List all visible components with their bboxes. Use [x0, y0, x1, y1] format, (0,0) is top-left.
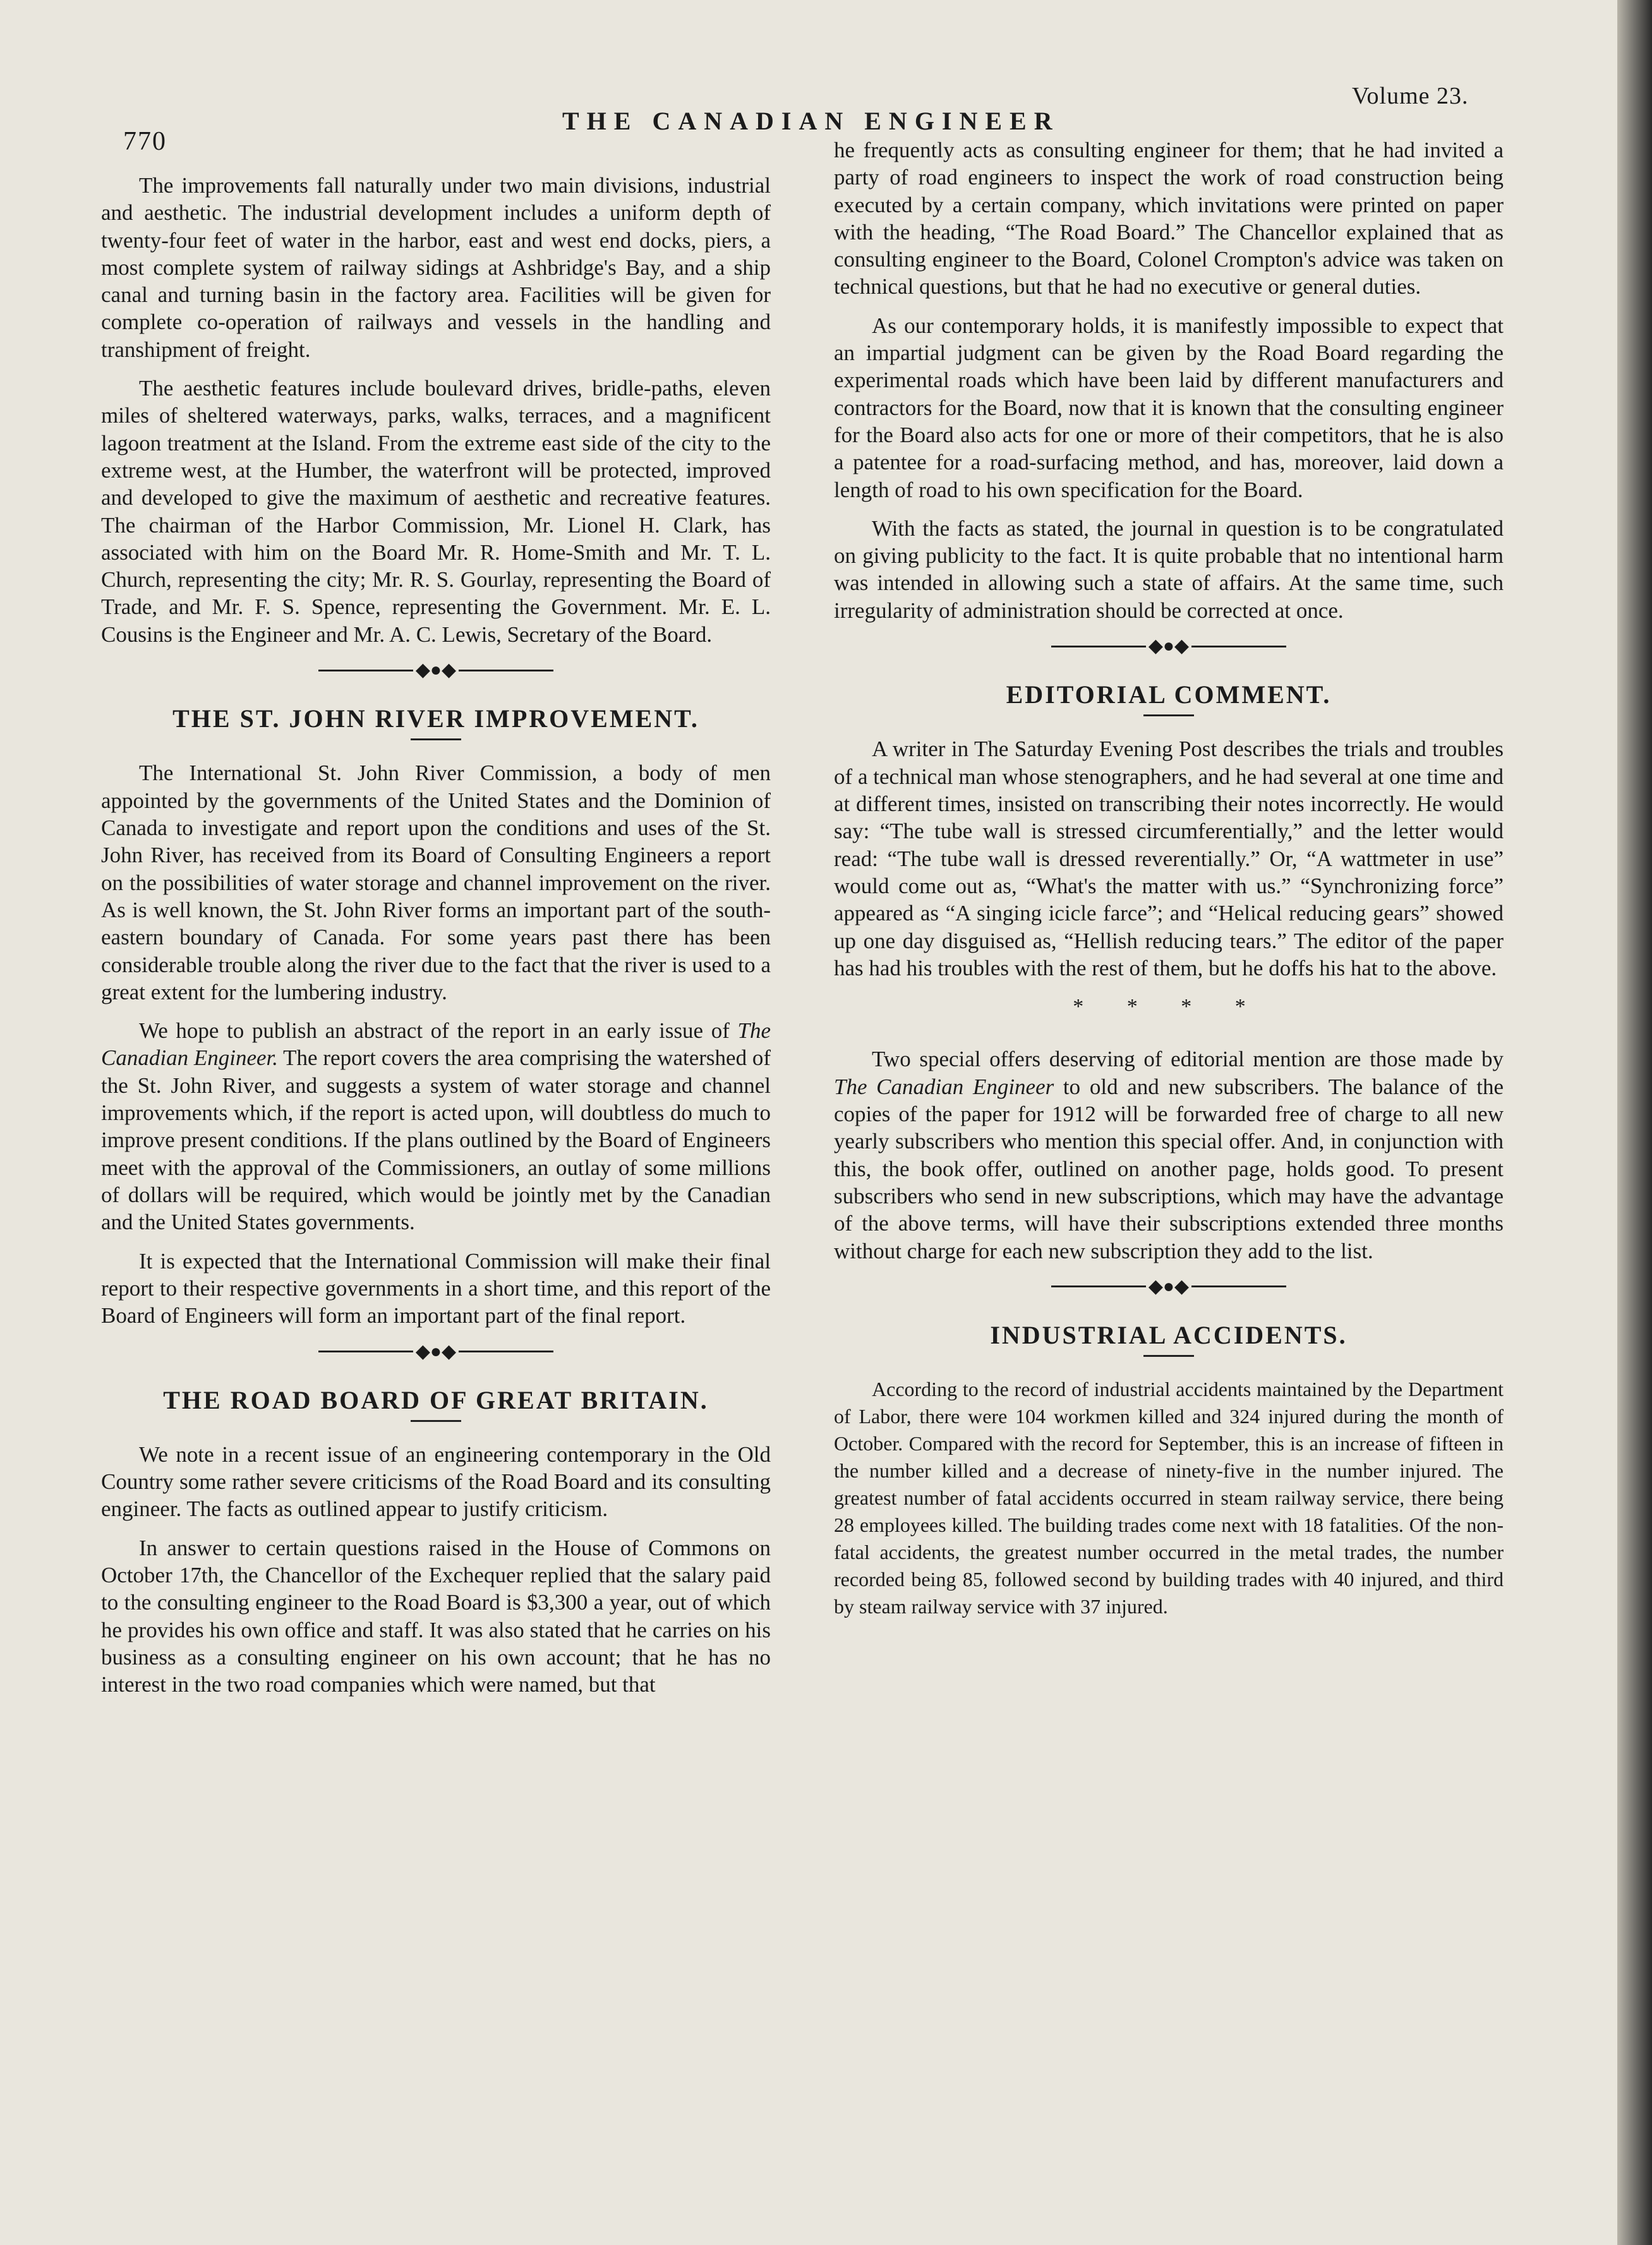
heading-rule — [1143, 714, 1194, 716]
stjohn-heading: THE ST. JOHN RIVER IMPROVEMENT. — [172, 704, 699, 733]
stjohn-p2-text-b: The report covers the area comprising the watershed of the St. John River, and suggests a system of water storage and channel improvements which, if the report is acted upon, will doubtless do much to improve present conditions. If the plans outlined by the Board of Engineers meet with the approval of the Commissioners, an outlay of some millions of dollars will be required, which would be jointly met by the Canadian and the United States governments. — [101, 1045, 771, 1235]
accidents-heading: INDUSTRIAL ACCIDENTS. — [990, 1320, 1348, 1349]
section-stars: * * * * — [1073, 995, 1265, 1019]
section-ornament: ◆●◆ — [834, 1276, 1504, 1296]
accidents-paragraph: According to the record of industrial accidents maintained by the Department of Labor, there were 104 workmen killed and 324 injured during the month of October. Compared with the record for September, this is an increase of fifteen in the number killed and a decrease of ninety-five in the number injured. The greatest number of fatal accidents occurred in steam railway service, there being 28 employees killed. The building trades come next with 18 fatalities. Of the non-fatal accidents, the greatest number occurred in the metal trades, the number recorded being 85, followed second by building trades with 40 injured, and third by steam railway service with 37 injured. — [834, 1378, 1504, 1618]
editorial-paragraph-2 — [834, 1045, 1504, 1264]
stjohn-paragraph-1: The International St. John River Commission, a body of men appointed by the governments of the United States and the Dominion of Canada to investigate and report upon the conditions and uses of the St. John River, has received from its Board of Consulting Engineers a report on the possibilities of water storage and channel improvement on the river. As is well known, the St. John River forms an important part of the south-eastern boundary of Canada. For some years past there has been considerable trouble along the river due to the fact that the river is used to a great extent for the lumbering industry. — [101, 761, 771, 1004]
road-board-paragraph-1: We note in a recent issue of an engineering contemporary in the Old Country some rather severe criticisms of the Road Board and its consulting engineer. The facts as outlined appear to justify criticism. — [101, 1441, 771, 1522]
road-board-heading: THE ROAD BOARD OF GREAT BRITAIN. — [163, 1385, 709, 1414]
editorial-paragraph-1: A writer in The Saturday Evening Post describes the trials and troubles of a technical man whose stenographers, and he had several at one time and at different times, insisted on transcribing their notes incorrectly. He would say: “The tube wall is stressed circumferentially,” and the letter would read: “The tube wall is dressed reverentially.” Or, “A wattmeter in use” would come out as, “What's the matter with us.” “Synchronizing force” appeared as “A singing icicle farce”; and “Helical reducing gears” showed up one day disguised as, “Hellish reducing tears.” The editor of the paper has had his troubles with the rest of them, but he doffs his hat to the above. — [834, 737, 1504, 980]
editorial-p2-journal-name: The Canadian Engineer — [834, 1074, 1054, 1099]
heading-rule — [411, 738, 461, 740]
road-board-paragraph-3: As our contemporary holds, it is manifestly impossible to expect that an impartial judgment can be given by the Road Board regarding the experimental roads which have been laid by different manufacturers and contractors for the Board, now that it is known that the consulting engineer for the Board also acts for one or more of their competitors, that he is also a patentee for a road-surfacing method, and has, moreover, laid down a length of road to his own specification for the Board. — [834, 313, 1504, 502]
journal-title: THE CANADIAN ENGINEER — [562, 107, 1060, 135]
harbor-paragraph-2: The aesthetic features include boulevard drives, bridle-paths, eleven miles of sheltered waterways, parks, walks, terraces, and a magnificent lagoon treatment at the Island. From the extreme east side of the city to the extreme west, at the Humber, the waterfront will be protected, improved and developed to give the maximum of aesthetic and recreative features. The chairman of the Harbor Commission, Mr. Lionel H. Clark, has associated with him on the Board Mr. R. Home-Smith and Mr. T. L. Church, representing the city; Mr. R. S. Gourlay, representing the Board of Trade, and Mr. F. S. Spence, representing the Government. Mr. E. L. Cousins is the Engineer and Mr. A. C. Lewis, Secretary of the Board. — [101, 376, 771, 647]
stjohn-p2-text-a: We hope to publish an abstract of the report in an early issue of — [139, 1018, 738, 1044]
heading-rule — [1143, 1355, 1194, 1357]
editorial-p2-text-b: to old and new subscribers. The balance of the copies of the paper for 1912 will be forwarded free of charge to all new yearly subscribers who mention this special offer. And, in conjunction with this, the book offer, outlined on another page, holds good. To present subscribers who send in new subscriptions, which may have the advantage of the above terms, will have their subscriptions extended three months without charge for each new subscription they add to the list. — [834, 1074, 1504, 1263]
stjohn-paragraph-2 — [101, 1017, 771, 1236]
harbor-paragraph-1: The improvements fall naturally under two main divisions, industrial and aesthetic. The industrial development includes a uniform depth of twenty-four feet of water in the harbor, east and west end docks, piers, a most complete system of railway sidings at Ashbridge's Bay, and a ship canal and turning basin in the factory area. Facilities will be given for complete co-operation of railways and vessels in the handling and transhipment of freight. — [101, 173, 771, 362]
volume-label: Volume 23. — [1352, 83, 1469, 109]
road-board-paragraph-2: In answer to certain questions raised in the House of Commons on October 17th, the Chancellor of the Exchequer replied that the salary paid to the consulting engineer to the Road Board is $3,300 a year, out of which he provides his own office and staff. It was also stated that he carries on his business as a consulting engineer on his own account; that he has no interest in the two road companies which were named, but that — [101, 1535, 771, 1697]
stjohn-p2-journal-name: The Canadian Engineer. — [101, 1018, 771, 1071]
left-column — [101, 172, 771, 1709]
editorial-heading: EDITORIAL COMMENT. — [1006, 680, 1332, 709]
right-column — [834, 136, 1504, 1632]
section-ornament: ◆●◆ — [101, 659, 771, 680]
heading-rule — [411, 1420, 461, 1422]
road-board-paragraph-4: With the facts as stated, the journal in question is to be congratulated on giving publicity to the fact. It is quite probable that no intentional harm was intended in allowing such a state of affairs. At the same time, such irregularity of administration should be corrected at once. — [834, 515, 1504, 623]
editorial-p2-text-a: Two special offers deserving of editorial mention are those made by — [872, 1047, 1504, 1072]
page-number: 770 — [123, 127, 167, 156]
page-binding-shadow — [1617, 0, 1652, 2245]
stjohn-paragraph-3: It is expected that the International Commission will make their final report to their respective governments in a short time, and this report of the Board of Engineers will form an important part of the final report. — [101, 1248, 771, 1328]
section-ornament: ◆●◆ — [101, 1340, 771, 1361]
road-board-continued: he frequently acts as consulting engineer for them; that he had invited a party of road engineers to inspect the work of road construction being executed by a certain company, which invitations were printed on paper with the heading, “The Road Board.” The Chancellor explained that as consulting engineer to the Board, Colonel Crompton's advice was taken on technical questions, but that he had no executive or general duties. — [834, 138, 1504, 299]
section-ornament: ◆●◆ — [834, 635, 1504, 656]
